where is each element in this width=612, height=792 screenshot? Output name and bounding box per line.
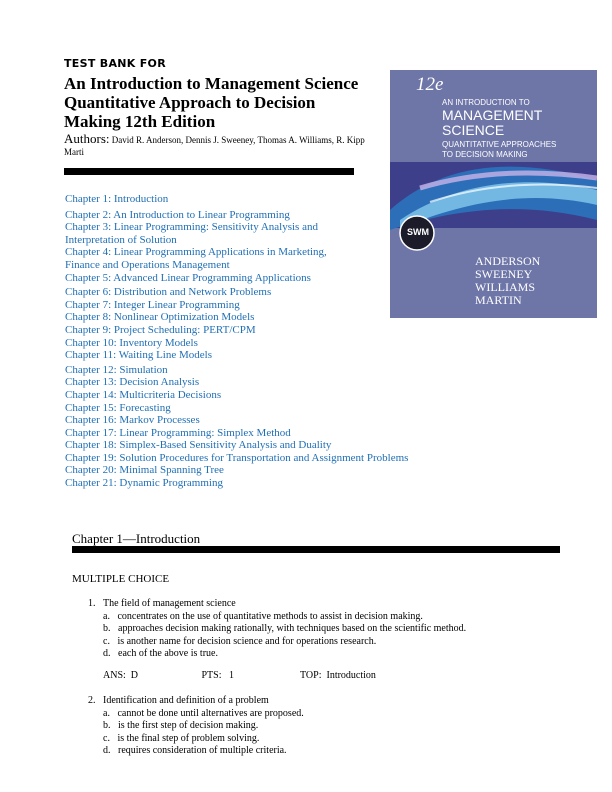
answer-choice: a. concentrates on the use of quantitative methods to assist in decision making. — [103, 610, 423, 622]
question-1 — [88, 598, 558, 661]
cover-author-2: SWEENEY — [475, 267, 533, 281]
question-stem: 2. Identification and definition of a problem — [88, 695, 269, 706]
authors — [64, 133, 374, 158]
cover-author-3: WILLIAMS — [475, 280, 535, 294]
toc-link[interactable]: Chapter 7: Integer Linear Programming — [65, 298, 240, 311]
toc-link[interactable]: Chapter 10: Inventory Models — [65, 336, 198, 349]
book-title: An Introduction to Management Science Quantitative Approach to Decision Making 12th Edition — [64, 74, 359, 131]
cover-line5: TO DECISION MAKING — [442, 150, 528, 159]
authors-names: David R. Anderson, Dennis J. Sweeney, Thomas A. Williams, R. Kipp Marti — [64, 135, 365, 157]
toc-link[interactable]: Interpretation of Solution — [65, 233, 177, 246]
toc-link[interactable]: Chapter 4: Linear Programming Applications in Marketing, — [65, 246, 327, 259]
cover-edition: 12e — [416, 74, 444, 95]
answer-choice: c. is another name for decision science and for operations research. — [103, 635, 377, 647]
toc-link[interactable]: Chapter 13: Decision Analysis — [65, 376, 200, 389]
question-stem: 1. The field of management science — [88, 598, 236, 609]
banner-text: TEST BANK FOR — [64, 57, 166, 70]
toc-link[interactable]: Chapter 21: Dynamic Programming — [65, 477, 223, 490]
cover-line2: MANAGEMENT — [442, 107, 543, 123]
toc-link[interactable]: Chapter 1: Introduction — [65, 193, 169, 205]
toc-link[interactable]: Chapter 8: Nonlinear Optimization Models — [65, 311, 255, 324]
answer-choice: d. each of the above is true. — [103, 648, 218, 660]
answer-choice: c. is the final step of problem solving. — [103, 732, 260, 744]
toc-link[interactable]: Chapter 17: Linear Programming: Simplex Method — [65, 426, 291, 439]
answer-choice: b. approaches decision making rationally, with techniques based on the scientific method. — [103, 623, 467, 635]
toc-link[interactable]: Chapter 11: Waiting Line Models — [65, 349, 212, 362]
header-divider — [64, 168, 354, 175]
toc-link[interactable]: Chapter 6: Distribution and Network Problems — [65, 286, 272, 299]
answer-choice: a. cannot be done until alternatives are proposed. — [103, 707, 304, 719]
toc-link[interactable]: Chapter 3: Linear Programming: Sensitivity Analysis and — [65, 221, 318, 234]
cover-author-1: ANDERSON — [475, 254, 541, 268]
answer-value: ANS: D — [103, 670, 139, 681]
toc-link[interactable]: Chapter 9: Project Scheduling: PERT/CPM — [65, 323, 256, 336]
toc-link[interactable]: Chapter 5: Advanced Linear Programming Applications — [65, 271, 311, 284]
cover-line3: SCIENCE — [442, 122, 505, 138]
answer-choice: d. requires consideration of multiple criteria. — [103, 745, 287, 757]
cover-line1: AN INTRODUCTION TO — [442, 98, 530, 107]
authors-label: Authors: — [64, 131, 110, 146]
chapter-heading: Chapter 1—Introduction — [72, 531, 201, 546]
answer-choice: b. is the first step of decision making. — [103, 720, 259, 732]
chapter-divider — [72, 546, 560, 553]
points-value: PTS: 1 — [201, 670, 235, 681]
toc-link[interactable]: Chapter 2: An Introduction to Linear Programming — [65, 208, 290, 221]
section-heading: MULTIPLE CHOICE — [72, 573, 170, 585]
cover-author-4: MARTIN — [475, 293, 522, 307]
topic-value: TOP: Introduction — [300, 670, 376, 681]
table-of-contents — [65, 193, 505, 490]
cover-line4: QUANTITATIVE APPROACHES — [442, 140, 557, 149]
toc-link[interactable]: Chapter 14: Multicriteria Decisions — [65, 388, 222, 401]
toc-link[interactable]: Chapter 18: Simplex-Based Sensitivity Analysis and Duality — [65, 439, 332, 452]
answer-key-1 — [103, 670, 376, 681]
toc-link[interactable]: Chapter 19: Solution Procedures for Transportation and Assignment Problems — [65, 451, 409, 464]
toc-link[interactable]: Finance and Operations Management — [65, 258, 230, 271]
toc-link[interactable]: Chapter 16: Markov Processes — [65, 414, 200, 427]
cover-seal: SWM — [407, 227, 429, 237]
toc-link[interactable]: Chapter 15: Forecasting — [65, 401, 171, 414]
toc-link[interactable]: Chapter 20: Minimal Spanning Tree — [65, 464, 224, 477]
toc-link[interactable]: Chapter 12: Simulation — [65, 363, 168, 376]
question-2 — [88, 695, 558, 758]
